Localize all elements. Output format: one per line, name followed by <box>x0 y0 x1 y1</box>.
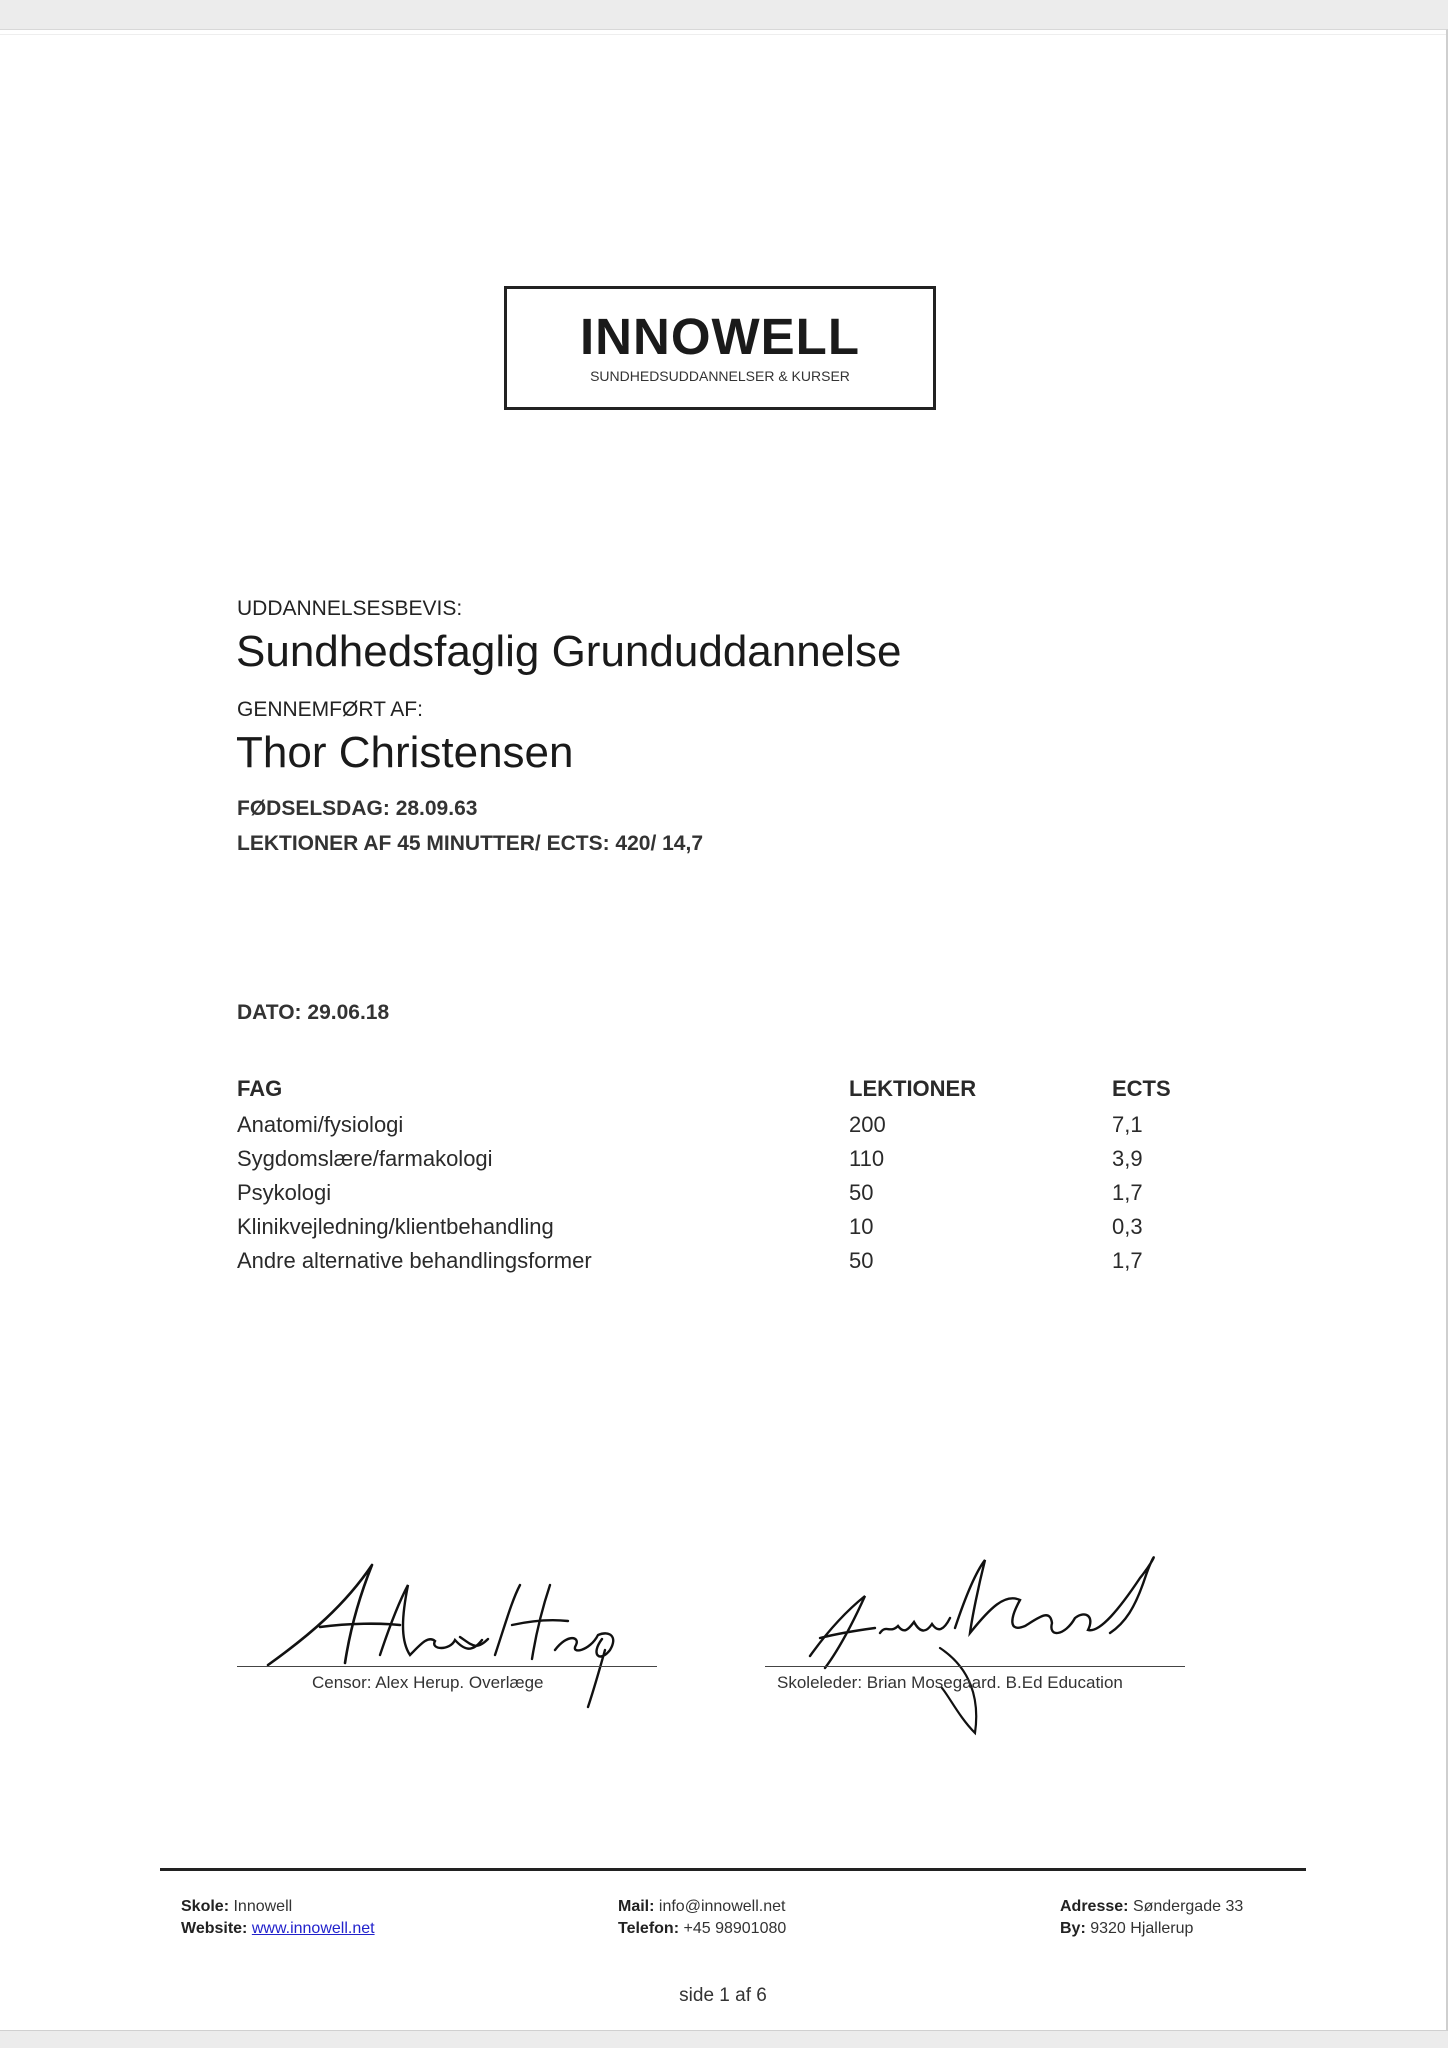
table-cell-lessons: 50 <box>849 1248 874 1273</box>
page-number: side 1 af 6 <box>679 1985 767 2006</box>
city-label: By: <box>1060 1920 1086 1937</box>
address-label: Adresse: <box>1060 1898 1129 1915</box>
table-cell-lessons: 50 <box>849 1180 874 1205</box>
footer-divider <box>160 1868 1306 1871</box>
education-label: UDDANNELSESBEVIS: <box>237 597 463 620</box>
table-header-ects: ECTS <box>1112 1076 1171 1101</box>
city-value: 9320 Hjallerup <box>1090 1920 1194 1937</box>
table-cell-ects: 7,1 <box>1112 1112 1143 1137</box>
table-header-subject: FAG <box>237 1076 283 1101</box>
table-header-lessons: LEKTIONER <box>849 1076 977 1101</box>
table-cell-lessons: 10 <box>849 1214 874 1239</box>
censor-caption: Censor: Alex Herup. Overlæge <box>312 1673 544 1692</box>
birthday-value: 28.09.63 <box>395 797 478 820</box>
date-line <box>237 1002 389 1023</box>
page-top-divider <box>0 34 1446 35</box>
address-value: Søndergade 33 <box>1132 1898 1244 1915</box>
table-cell-subject: Sygdomslære/farmakologi <box>237 1146 493 1171</box>
phone-label: Telefon: <box>618 1920 680 1937</box>
birthday-label: FØDSELSDAG: <box>237 797 390 820</box>
phone-value: +45 98901080 <box>683 1920 787 1937</box>
date-value: 29.06.18 <box>307 1001 390 1024</box>
leader-signature <box>780 1538 1180 1738</box>
mail-value: info@innowell.net <box>658 1898 786 1915</box>
table-cell-ects: 0,3 <box>1112 1214 1143 1239</box>
table-cell-subject: Andre alternative behandlingsformer <box>237 1248 592 1273</box>
footer-phone <box>618 1921 786 1937</box>
table-cell-subject: Klinikvejledning/klientbehandling <box>237 1214 554 1239</box>
lessons-value: 420/ 14,7 <box>615 832 704 855</box>
table-cell-lessons: 110 <box>849 1146 885 1171</box>
school-value: Innowell <box>233 1898 293 1915</box>
table-cell-ects: 3,9 <box>1112 1146 1143 1171</box>
lessons-line <box>237 833 703 854</box>
table-cell-lessons: 200 <box>849 1112 886 1137</box>
footer-address <box>1060 1899 1243 1915</box>
innowell-logo <box>504 286 936 410</box>
footer-school <box>181 1899 292 1915</box>
logo-tagline: SUNDHEDSUDDANNELSER & KURSER <box>590 368 850 384</box>
student-name: Thor Christensen <box>236 728 574 777</box>
education-title: Sundhedsfaglig Grunduddannelse <box>236 627 902 676</box>
birthday-line <box>237 798 477 819</box>
leader-signature-line <box>765 1666 1185 1667</box>
table-cell-ects: 1,7 <box>1112 1248 1143 1273</box>
table-cell-subject: Psykologi <box>237 1180 332 1205</box>
table-cell-ects: 1,7 <box>1112 1180 1143 1205</box>
footer-website <box>181 1921 375 1937</box>
school-label: Skole: <box>181 1898 230 1915</box>
mail-label: Mail: <box>618 1898 655 1915</box>
logo-name: INNOWELL <box>580 308 860 365</box>
website-link[interactable]: www.innowell.net <box>251 1920 375 1937</box>
date-label: DATO: <box>237 1001 302 1024</box>
lessons-label: LEKTIONER AF 45 MINUTTER/ ECTS: <box>237 832 610 855</box>
footer-city <box>1060 1921 1193 1937</box>
table-cell-subject: Anatomi/fysiologi <box>237 1112 404 1137</box>
censor-signature-line <box>237 1666 657 1667</box>
website-label: Website: <box>181 1920 248 1937</box>
footer-mail <box>618 1899 785 1915</box>
completed-by-label: GENNEMFØRT AF: <box>237 698 423 721</box>
leader-caption: Skoleleder: Brian Mosegaard. B.Ed Education <box>777 1673 1123 1692</box>
